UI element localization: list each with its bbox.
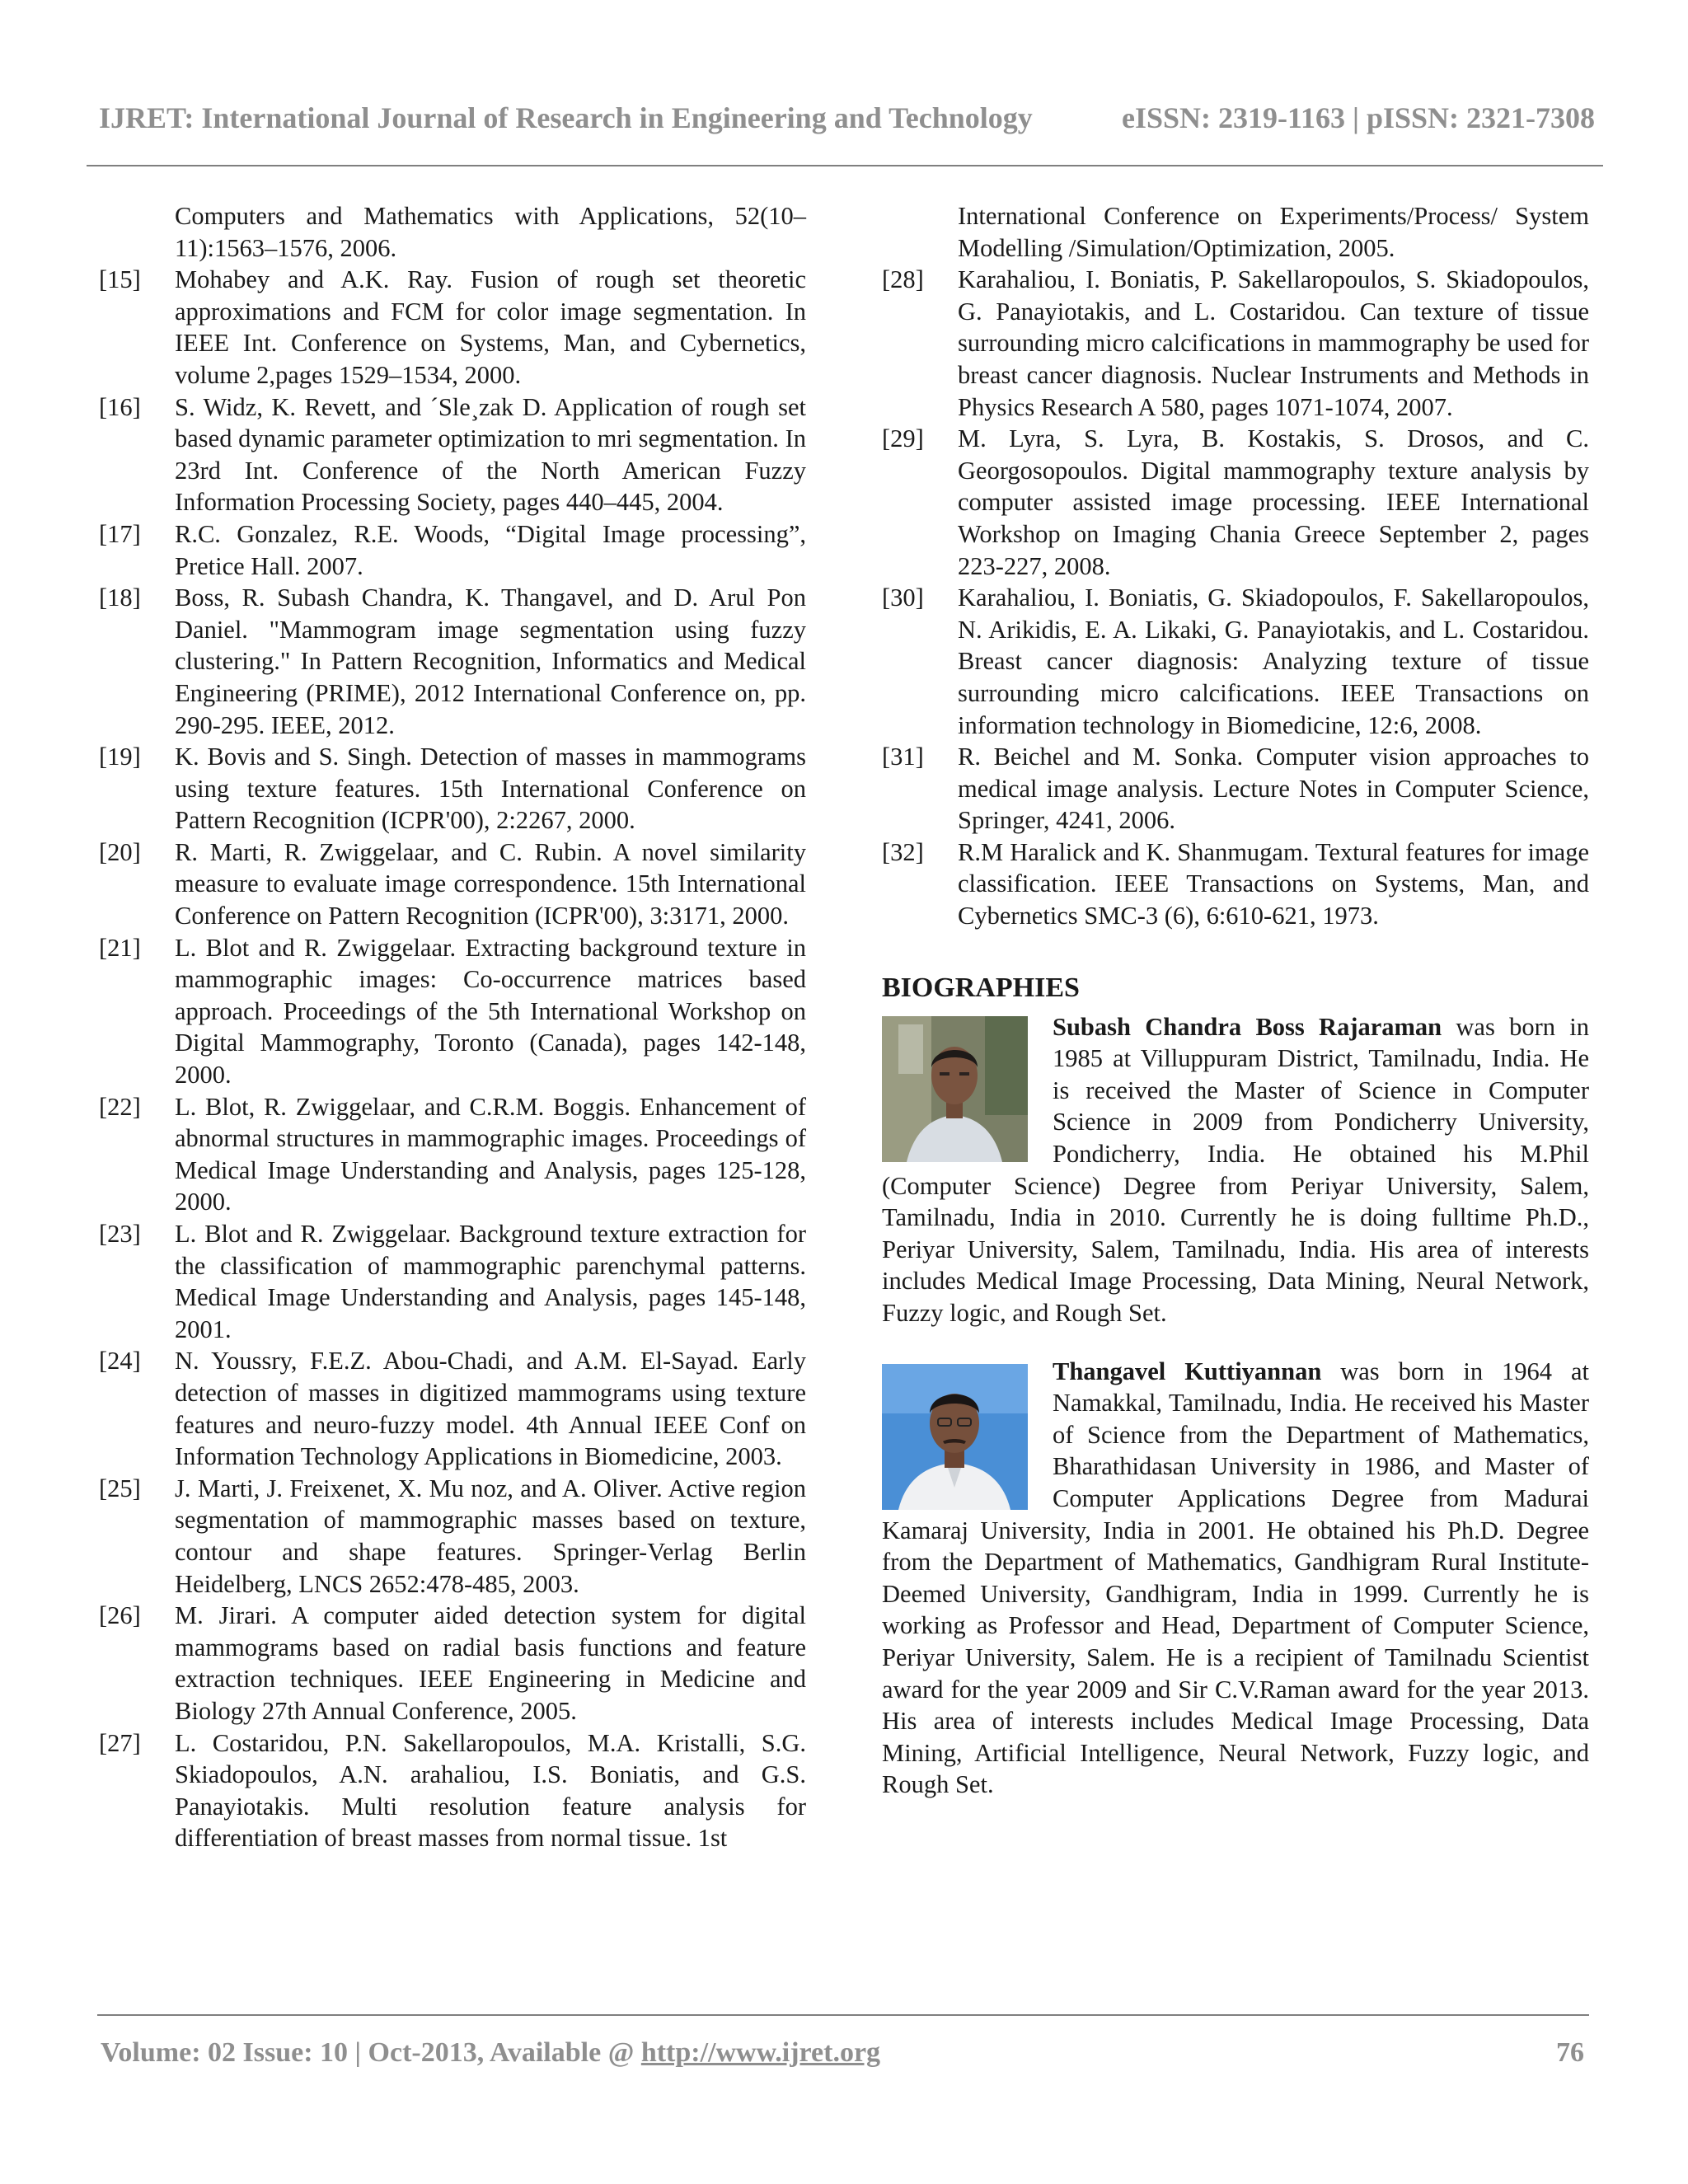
issn-info: eISSN: 2319-1163 | pISSN: 2321-7308 [1122, 101, 1595, 134]
reference-item [99, 1091, 806, 1218]
reference-text: Karahaliou, I. Boniatis, G. Skiadopoulos, F. Sakellaropoulos, N. Arikidis, E. A. Likaki, G. Panayiotakis, and L. Costaridou. Breast cancer diagnosis: Analyzing texture of tissue surrounding micro calcifications. IEEE Transactions on information technology in Biomedicine, 12:6, 2008. [958, 583, 1589, 739]
reference-text: L. Blot and R. Zwiggelaar. Background texture extraction for the classification of mammographic parenchymal patterns. Medical Image Understanding and Analysis, pages 145-148, 2001. [175, 1220, 806, 1343]
reference-item [882, 423, 1589, 582]
footer-rule [97, 2014, 1589, 2016]
reference-text: Karahaliou, I. Boniatis, P. Sakellaropoulos, S. Skiadopoulos, G. Panayiotakis, and L. Costaridou. Can texture of tissue surrounding micro calcifications in mammography be used for breast cancer diagnosis. Nuclear Instruments and Methods in Physics Research A 580, pages 1071-1074, 2007. [958, 265, 1589, 421]
reference-item [99, 391, 806, 518]
reference-number: [20] [99, 837, 141, 866]
reference-item [99, 741, 806, 837]
reference-number: [28] [882, 265, 924, 294]
author-name: Thangavel Kuttiyannan [1053, 1357, 1322, 1385]
author-photo [882, 1364, 1028, 1510]
right-column [882, 200, 1589, 1801]
author-photo [882, 1016, 1028, 1162]
reference-item [99, 518, 806, 582]
reference-number: [27] [99, 1728, 141, 1757]
biography-entry [882, 1356, 1589, 1801]
reference-item [882, 837, 1589, 932]
reference-number: [26] [99, 1601, 141, 1630]
reference-text: R.M Haralick and K. Shanmugam. Textural features for image classification. IEEE Transactions on Systems, Man, and Cybernetics SMC-3 (6), 6:610-621, 1973. [958, 837, 1589, 930]
reference-number: [31] [882, 743, 924, 771]
volume-info [101, 2037, 880, 2069]
reference-text: L. Costaridou, P.N. Sakellaropoulos, M.A. Kristalli, S.G. Skiadopoulos, A.N. arahaliou, I.S. Boniatis, and G.S. Panayiotakis. Multi resolution feature analysis for differentiation of breast masses from normal tissue. 1st [175, 1728, 806, 1853]
reference-number: [17] [99, 519, 141, 548]
reference-item [99, 1727, 806, 1854]
reference-text: K. Bovis and S. Singh. Detection of masses in mammograms using texture features. 15th International Conference on Pattern Recognition (ICPR'00), 2:2267, 2000. [175, 743, 806, 835]
journal-url-link[interactable]: http://www.ijret.org [640, 2037, 881, 2068]
volume-text: Volume: 02 Issue: 10 | Oct-2013, Available @ [101, 2037, 641, 2068]
reference-number: [29] [882, 424, 924, 453]
reference-item [99, 1600, 806, 1727]
reference-text: S. Widz, K. Revett, and ´Sle¸zak D. Application of rough set based dynamic parameter optimization to mri segmentation. In 23rd Int. Conference of the North American Fuzzy Information Processing Society, pages 440–445, 2004. [175, 392, 806, 517]
biography-entry [882, 1011, 1589, 1329]
reference-item [99, 1473, 806, 1600]
running-header [99, 97, 1595, 138]
reference-item [99, 837, 806, 932]
reference-number: [18] [99, 583, 141, 612]
reference-item [99, 264, 806, 391]
reference-number: [23] [99, 1220, 141, 1248]
reference-item [882, 264, 1589, 423]
running-footer [101, 2034, 1584, 2072]
biography-text: was born in 1985 at Villuppuram District, Tamilnadu, India. He is received the Master of Science in Computer Science in 2009 from Pondicherry University, Pondicherry, India. He obtained his M.Phil (Computer Science) Degree from Periyar University, Salem, Tamilnadu, India in 2010. Currently he is doing fulltime Ph.D., Periyar University, Salem, Tamilnadu, India. His area of interests includes Medical Image Processing, Data Mining, Neural Network, Fuzzy logic, and Rough Set. [882, 1012, 1589, 1327]
reference-text: Boss, R. Subash Chandra, K. Thangavel, and D. Arul Pon Daniel. "Mammogram image segmentation using fuzzy clustering." In Pattern Recognition, Informatics and Medical Engineering (PRIME), 2012 International Conference on, pp. 290-295. IEEE, 2012. [175, 583, 806, 739]
reference-item [99, 582, 806, 741]
reference-item [99, 932, 806, 1091]
reference-number: [15] [99, 265, 141, 294]
left-column [99, 200, 806, 1854]
reference-text: R.C. Gonzalez, R.E. Woods, “Digital Image processing”, Pretice Hall. 2007. [175, 519, 806, 580]
reference-number: [24] [99, 1347, 141, 1376]
reference-text: M. Jirari. A computer aided detection system for digital mammograms based on radial basis functions and feature extraction techniques. IEEE Engineering in Medicine and Biology 27th Annual Conference, 2005. [175, 1601, 806, 1725]
reference-number: [19] [99, 743, 141, 771]
biography-text: was born in 1964 at Namakkal, Tamilnadu, India. He received his Master of Science from the Department of Mathematics, Bharathidasan University in 1986, and Master of Computer Applications Degree from Madurai Kamaraj University, India in 2001. He obtained his Ph.D. Degree from the Department of Mathematics, Gandhigram Rural Institute-Deemed University, Gandhigram, India in 1999. Currently he is working as Professor and Head, Department of Computer Science, Periyar University, Salem. He is a recipient of Tamilnadu Scientist award for the year 2009 and Sir C.V.Raman award for the year 2013. His area of interests includes Medical Image Processing, Data Mining, Artificial Intelligence, Neural Network, Fuzzy logic, and Rough Set. [882, 1357, 1589, 1799]
reference-item [882, 741, 1589, 837]
reference-number: [30] [882, 583, 924, 612]
page-number: 76 [1556, 2037, 1584, 2068]
reference-continuation: Computers and Mathematics with Applications, 52(10–11):1563–1576, 2006. [175, 202, 806, 262]
reference-number: [32] [882, 837, 924, 866]
reference-continuation: International Conference on Experiments/Process/ System Modelling /Simulation/Optimization, 2005. [958, 202, 1589, 262]
reference-number: [25] [99, 1474, 141, 1502]
reference-text: R. Beichel and M. Sonka. Computer vision approaches to medical image analysis. Lecture Notes in Computer Science, Springer, 4241, 2006. [958, 743, 1589, 835]
reference-text: L. Blot, R. Zwiggelaar, and C.R.M. Boggis. Enhancement of abnormal structures in mammographic images. Proceedings of Medical Image Understanding and Analysis, pages 125-128, 2000. [175, 1092, 806, 1216]
reference-number: [22] [99, 1092, 141, 1121]
reference-number: [16] [99, 392, 141, 421]
reference-text: L. Blot and R. Zwiggelaar. Extracting background texture in mammographic images: Co-occurrence matrices based approach. Proceedings of the 5th International Workshop on Digital Mammography, Toronto (Canada), pages 142-148, 2000. [175, 933, 806, 1090]
reference-item [99, 1345, 806, 1472]
reference-item [882, 582, 1589, 741]
reference-text: J. Marti, J. Freixenet, X. Mu noz, and A. Oliver. Active region segmentation of mammographic masses based on texture, contour and shape features. Springer-Verlag Berlin Heidelberg, LNCS 2652:478-485, 2003. [175, 1474, 806, 1598]
reference-text: R. Marti, R. Zwiggelaar, and C. Rubin. A novel similarity measure to evaluate image correspondence. 15th International Conference on Pattern Recognition (ICPR'00), 3:3171, 2000. [175, 837, 806, 930]
reference-text: Mohabey and A.K. Ray. Fusion of rough set theoretic approximations and FCM for color image segmentation. In IEEE Int. Conference on Systems, Man, and Cybernetics, volume 2,pages 1529–1534, 2000. [175, 265, 806, 389]
author-name: Subash Chandra Boss Rajaraman [1053, 1012, 1442, 1041]
reference-text: N. Youssry, F.E.Z. Abou-Chadi, and A.M. El-Sayad. Early detection of masses in digitized mammograms using texture features and neuro-fuzzy model. 4th Annual IEEE Conf on Information Technology Applications in Biomedicine, 2003. [175, 1347, 806, 1471]
reference-text: M. Lyra, S. Lyra, B. Kostakis, S. Drosos, and C. Georgosopoulos. Digital mammography texture analysis by computer assisted image processing. IEEE International Workshop on Imaging Chania Greece September 2, pages 223-227, 2008. [958, 424, 1589, 580]
reference-number: [21] [99, 933, 141, 962]
reference-item [99, 1218, 806, 1345]
biographies-heading: BIOGRAPHIES [882, 972, 1080, 1003]
header-rule [87, 165, 1603, 166]
journal-title: IJRET: International Journal of Research in Engineering and Technology [99, 101, 1033, 134]
